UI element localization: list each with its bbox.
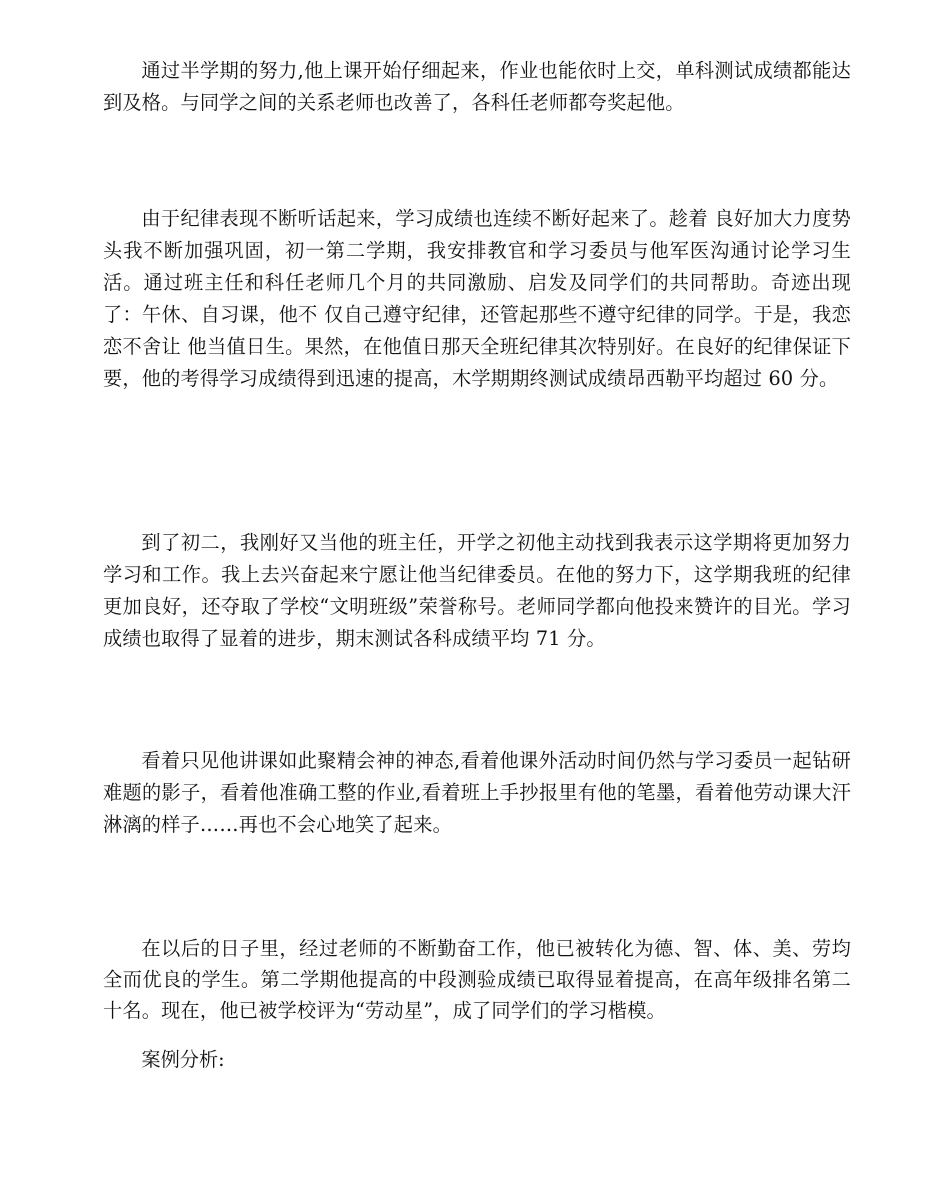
- paragraph-progress: 通过半学期的努力,他上课开始仔细起来，作业也能依时上交，单科测试成绩都能达到及格。与同学之间的关系老师也改善了，各科任老师都夸奖起他。: [103, 59, 851, 114]
- paragraph-grade-two: 到了初二，我刚好又当他的班主任，开学之初他主动找到我表示这学期将更加努力学习和工作。我上去兴奋起来宁愿让他当纪律委员。在他的努力下，这学期我班的纪律更加良好，还夺取了学校“文明班级”荣誉称号。老师同学都向他投来赞许的目光。学习成绩也取得了显着的进步，期末测试各科成绩平均 71 分。: [103, 531, 851, 650]
- section-heading-case-analysis: 案例分析:: [141, 1048, 225, 1071]
- paragraph-later-days: 在以后的日子里，经过老师的不断勤奋工作，他已被转化为德、智、体、美、劳均全而优良的学生。第二学期他提高的中段测验成绩已取得显着提高，在高年级排名第二十名。现在，他已被学校评为“劳动星”，成了同学们的学习楷模。: [103, 937, 851, 1022]
- paragraph-discipline: 由于纪律表现不断听话起来，学习成绩也连续不断好起来了。趁着 良好加大力度势头我不断加强巩固，初一第二学期，我安排教官和学习委员与他军医沟通讨论学习生活。通过班主任和科任老师几个月的共同激励、启发及同学们的共同帮助。奇迹出现了：午休、自习课，他不 仅自己遵守纪律，还管起那些不遵守纪律的同学。于是，我恋恋不舍让 他当值日生。果然，在他值日那天全班纪律其次特别好。在良好的纪律保证下要，他的考得学习成绩得到迅速的提高，木学期期终测试成绩昂西勒平均超过 60 分。: [103, 207, 851, 390]
- paragraph-observation: 看着只见他讲课如此聚精会神的神态,看着他课外活动时间仍然与学习委员一起钻研难题的影子，看着他准确工整的作业,看着班上手抄报里有他的笔墨，看着他劳动课大汗淋漓的样子……再也不会心地笑了起来。: [103, 749, 851, 836]
